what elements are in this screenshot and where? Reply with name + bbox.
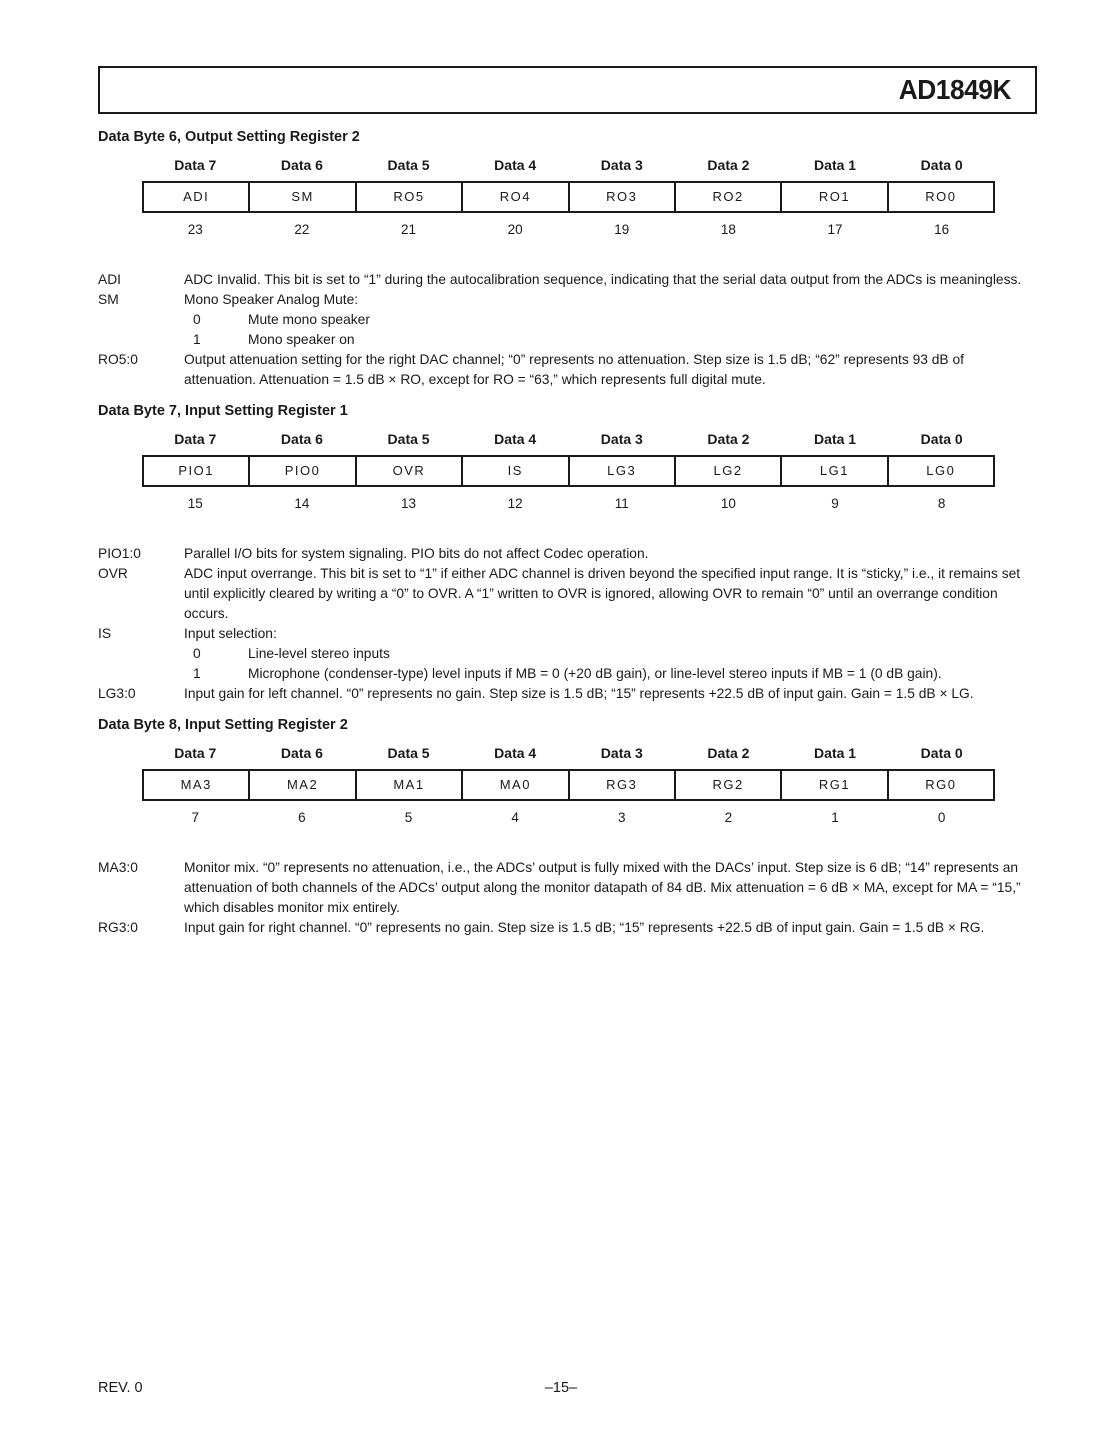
register-table — [142, 745, 995, 826]
column-header: Data 3 — [600, 157, 643, 173]
option-text: Mute mono speaker — [248, 312, 370, 327]
bit-field-row — [142, 769, 995, 801]
column-header: Data 6 — [280, 157, 323, 173]
bit-number: 16 — [934, 222, 950, 237]
option-text: Microphone (condenser-type) level inputs if MB = 0 (+20 dB gain), or line-level stereo inputs if MB = 1 (0 dB gain). — [248, 666, 942, 681]
bit-number: 18 — [720, 222, 736, 237]
bit-number: 6 — [298, 810, 306, 825]
option-text: Line-level stereo inputs — [248, 646, 390, 661]
column-header-row — [142, 157, 995, 174]
column-header-row — [142, 745, 995, 762]
bit-field-cell: LG0 — [887, 457, 993, 485]
definition-term: IS — [98, 626, 112, 641]
definition-item — [98, 270, 1024, 290]
bit-field-row — [142, 455, 995, 487]
bit-field-cell: ADI — [183, 189, 210, 204]
column-header: Data 5 — [387, 431, 430, 447]
section-heading: Data Byte 6, Output Setting Register 2 — [98, 129, 360, 145]
bit-field-cell: RO0 — [887, 183, 993, 211]
definition-term: PIO1:0 — [98, 546, 141, 561]
definition-item — [98, 544, 1024, 564]
bit-field-cell: MA0 — [461, 771, 567, 799]
bit-field-cell: RO4 — [461, 183, 567, 211]
option-item — [184, 330, 1022, 350]
bit-field-cell: LG1 — [780, 457, 886, 485]
column-header: Data 0 — [920, 157, 963, 173]
definition-term: LG3:0 — [98, 686, 136, 701]
definition-list — [98, 544, 1024, 704]
bit-field-cell: OVR — [355, 457, 461, 485]
product-title: AD1849K — [898, 74, 1011, 105]
bit-number-row — [142, 495, 995, 512]
register-table — [142, 431, 995, 512]
option-value: 0 — [193, 312, 201, 327]
bit-number: 3 — [618, 810, 626, 825]
bit-number: 0 — [937, 810, 946, 825]
bit-number: 11 — [614, 496, 629, 511]
column-header: Data 4 — [494, 745, 537, 761]
option-text: Mono speaker on — [248, 332, 355, 347]
option-value: 1 — [193, 332, 201, 347]
option-item — [184, 664, 1022, 684]
header-box — [98, 66, 1037, 114]
bit-number: 7 — [191, 810, 200, 825]
column-header: Data 2 — [707, 157, 750, 173]
bit-field-cell: LG2 — [674, 457, 780, 485]
column-header: Data 0 — [920, 745, 963, 761]
bit-number: 12 — [507, 496, 523, 511]
definition-text: Mono Speaker Analog Mute: — [184, 292, 359, 307]
definition-item — [98, 858, 1024, 918]
definition-item — [98, 918, 1024, 938]
definition-term: OVR — [98, 566, 128, 581]
bit-field-cell: IS — [461, 457, 567, 485]
definition-term: RO5:0 — [98, 352, 138, 367]
bit-field-cell: MA3 — [180, 777, 212, 792]
column-header-row — [142, 431, 995, 448]
definition-term: RG3:0 — [98, 920, 138, 935]
option-item — [184, 310, 1022, 330]
bit-field-cell: RO2 — [674, 183, 780, 211]
column-header: Data 5 — [387, 745, 430, 761]
bit-number: 17 — [827, 222, 843, 237]
definition-item — [98, 684, 1024, 704]
definition-item — [98, 564, 1024, 624]
definition-body — [184, 290, 1022, 350]
bit-number: 21 — [401, 222, 417, 237]
revision-label: REV. 0 — [98, 1380, 143, 1396]
definition-item — [98, 624, 1024, 684]
column-header: Data 7 — [174, 431, 217, 447]
definition-text: Input selection: — [184, 626, 277, 641]
bit-field-row — [142, 181, 995, 213]
definition-body — [184, 624, 1022, 684]
column-header: Data 5 — [387, 157, 430, 173]
bit-field-cell: RO1 — [780, 183, 886, 211]
column-header: Data 1 — [814, 157, 857, 173]
bit-field-cell: MA2 — [248, 771, 354, 799]
section-data-byte-6 — [98, 128, 1024, 390]
bit-number: 14 — [294, 496, 310, 511]
register-table — [142, 157, 995, 238]
bit-field-cell: RG1 — [780, 771, 886, 799]
section-data-byte-8 — [98, 716, 1024, 938]
bit-number: 15 — [187, 496, 203, 511]
bit-number: 19 — [614, 222, 630, 237]
bit-number: 13 — [401, 496, 417, 511]
page-number: –15– — [544, 1380, 578, 1396]
page-content — [98, 128, 1024, 938]
column-header: Data 2 — [707, 431, 750, 447]
section-heading: Data Byte 8, Input Setting Register 2 — [98, 717, 348, 733]
bit-number-row — [142, 809, 995, 826]
bit-number: 22 — [294, 222, 310, 237]
bit-field-cell: SM — [248, 183, 354, 211]
bit-field-cell: RG3 — [568, 771, 674, 799]
bit-number: 8 — [937, 496, 946, 511]
bit-field-cell: RO5 — [355, 183, 461, 211]
bit-number: 4 — [511, 810, 519, 825]
column-header: Data 7 — [174, 745, 217, 761]
bit-number: 10 — [720, 496, 736, 511]
definition-text: Input gain for right channel. “0” represents no gain. Step size is 1.5 dB; “15” represents +22.5 dB of input gain. Gain = 1.5 dB × RG. — [184, 920, 985, 935]
option-value: 0 — [193, 646, 201, 661]
column-header: Data 1 — [814, 745, 857, 761]
bit-number: 2 — [724, 810, 733, 825]
definition-term: SM — [98, 292, 119, 307]
bit-field-cell: MA1 — [355, 771, 461, 799]
definition-text: Parallel I/O bits for system signaling. PIO bits do not affect Codec operation. — [184, 546, 649, 561]
definition-text: ADC input overrange. This bit is set to “1” if either ADC channel is driven beyond the specified input range. It is “sticky,” i.e., it remains set until explicitly cleared by writing a “0” to OVR. A “1” written to OVR is ignored, allowing OVR to remain “0” until an overrange condition occurs. — [184, 566, 1021, 621]
option-value: 1 — [193, 666, 201, 681]
column-header: Data 4 — [494, 157, 537, 173]
bit-number: 5 — [404, 810, 413, 825]
definition-list — [98, 858, 1024, 938]
definition-list — [98, 270, 1024, 390]
definition-text: ADC Invalid. This bit is set to “1” during the autocalibration sequence, indicating that the serial data output from the ADCs is meaningless. — [184, 272, 1022, 287]
bit-field-cell: PIO0 — [248, 457, 354, 485]
column-header: Data 3 — [600, 745, 643, 761]
bit-field-cell: PIO1 — [178, 463, 214, 478]
bit-field-cell: RO3 — [568, 183, 674, 211]
section-heading: Data Byte 7, Input Setting Register 1 — [98, 403, 348, 419]
column-header: Data 6 — [280, 431, 323, 447]
definition-item — [98, 350, 1024, 390]
definition-term: MA3:0 — [98, 860, 138, 875]
bit-number: 20 — [507, 222, 523, 237]
definition-item — [98, 290, 1024, 350]
definition-text: Input gain for left channel. “0” represents no gain. Step size is 1.5 dB; “15” represents +22.5 dB of input gain. Gain = 1.5 dB × LG. — [184, 686, 974, 701]
column-header: Data 2 — [707, 745, 750, 761]
definition-text: Monitor mix. “0” represents no attenuation, i.e., the ADCs’ output is fully mixed with the DACs’ input. Step size is 6 dB; “14” represents an attenuation of both channels of the ADCs’ output along the monitor datapath of 84 dB. Mix attenuation = 6 dB × MA, except for MA = “15,” which disables monitor mix entirely. — [184, 860, 1021, 915]
column-header: Data 0 — [920, 431, 963, 447]
bit-field-cell: RG2 — [674, 771, 780, 799]
bit-number: 1 — [831, 810, 839, 825]
definition-term: ADI — [98, 272, 121, 287]
section-data-byte-7 — [98, 402, 1024, 704]
column-header: Data 6 — [280, 745, 323, 761]
bit-field-cell: LG3 — [568, 457, 674, 485]
column-header: Data 7 — [174, 157, 217, 173]
definition-text: Output attenuation setting for the right DAC channel; “0” represents no attenuation. Step size is 1.5 dB; “62” represents 93 dB of attenuation. Attenuation = 1.5 dB × RO, except for RO = “63,” which represents full digital mute. — [184, 352, 964, 387]
option-item — [184, 644, 1022, 664]
bit-number: 23 — [187, 222, 203, 237]
column-header: Data 1 — [814, 431, 857, 447]
column-header: Data 3 — [600, 431, 643, 447]
bit-field-cell: RG0 — [887, 771, 993, 799]
bit-number: 9 — [831, 496, 839, 511]
column-header: Data 4 — [494, 431, 537, 447]
bit-number-row — [142, 221, 995, 238]
